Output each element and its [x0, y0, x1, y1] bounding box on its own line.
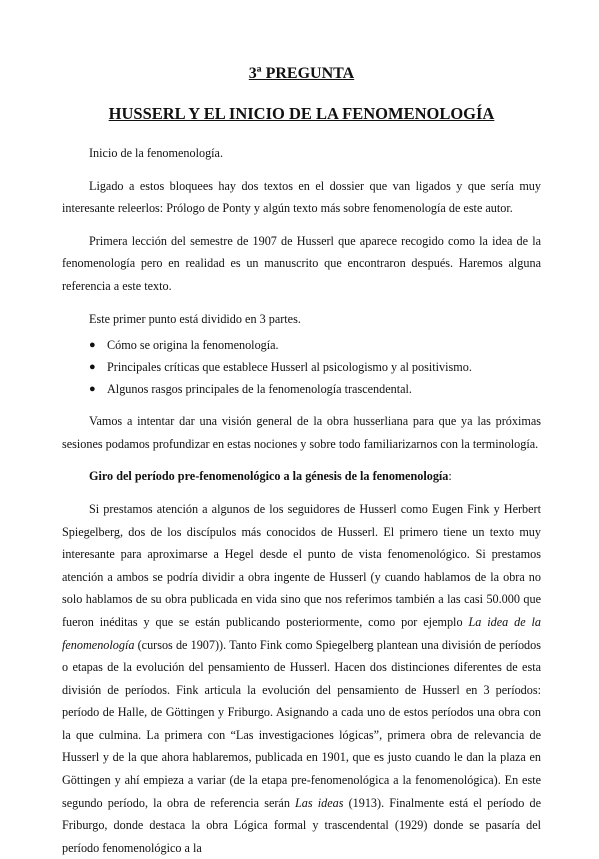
paragraph-overview: Vamos a intentar dar una visión general de la obra husserliana para que ya las próximas sesiones podamos profundizar en estas nociones y sobre todo familiarizarnos con la terminología. — [62, 414, 541, 451]
document-title-number: 3ª PREGUNTA — [248, 65, 355, 82]
paragraph-first-lesson: Primera lección del semestre de 1907 de Husserl que aparece recogido como la idea de la fenomenología pero en realidad es un manuscrito que encontraron después. Haremos alguna referencia a este texto. — [62, 233, 541, 293]
list-item: ● Algunos rasgos principales de la fenomenología trascendental. — [107, 378, 541, 400]
book-title-ideas: Las ideas — [295, 795, 344, 810]
paragraph-periods: Si prestamos atención a algunos de los seguidores de Husserl como Eugen Fink y Herbert Spiegelberg, dos de los discípulos más conocidos de Husserl. El primero tiene un texto muy interesante para aproximarse a Hegel desde el punto de vista fenomenológico. Si prestamos atención a ambos se podría dividir a obra ingente de Husserl (y cuando hablamos de la obra no solo hablamos de su obra publicada en vida sino que nos referimos también a las casi 50.000 que fueron inéditas y que se están publicando posteriormente, como por ejemplo La idea de la fenomenología (cursos de 1907)). Tanto Fink como Spiegelberg plantean una división de períodos o etapas de la evolución del pensamiento de Husserl. Hacen dos distinciones diferentes de esta división de períodos. Fink articula la evolución del pensamiento de Husserl en 3 períodos: período de Halle, de Göttingen y Friburgo. Asignando a cada uno de estos períodos una obra con la que culmina. La primera con “Las investigaciones lógicas”, primera obra de relevancia de Husserl y de la que ahora hablaremos, publicada en 1901, que es justo cuando le dan la plaza en Göttingen y ahí empieza a variar (de la etapa pre-fenomenológica a la fenomenológica). En este segundo período, la obra de referencia serán Las ideas (1913). Finalmente está el período de Friburgo, donde destaca la obra Lógica formal y trascendental (1929) donde se pasaría del período fenomenológico a la — [62, 501, 542, 855]
bullet-icon: ● — [89, 361, 96, 374]
section-heading-text: Giro del período pre-fenomenológico a la génesis de la fenomenología — [89, 469, 449, 484]
paragraph-dossier: Ligado a estos bloquees hay dos textos en el dossier que van ligados y que sería muy interesante releerlos: Prólogo de Ponty y algún texto más sobre fenomenología de este autor. — [62, 178, 541, 216]
section-heading-colon: : — [448, 469, 452, 484]
bullet-icon: ● — [89, 339, 96, 352]
section-heading — [62, 465, 541, 488]
list-item: ● Cómo se origina la fenomenología. — [107, 334, 541, 356]
bullet-icon: ● — [89, 383, 96, 396]
bullet-list — [62, 334, 541, 400]
paragraph-three-parts: Este primer punto está dividido en 3 partes. — [89, 311, 301, 326]
list-item: ● Principales críticas que establece Husserl al psicologismo y al positivismo. — [107, 356, 541, 378]
book-title-idea: La idea de la fenomenología — [62, 614, 542, 652]
paragraph-intro: Inicio de la fenomenología. — [89, 146, 224, 160]
document-title: HUSSERL Y EL INICIO DE LA FENOMENOLOGÍA — [108, 104, 495, 123]
